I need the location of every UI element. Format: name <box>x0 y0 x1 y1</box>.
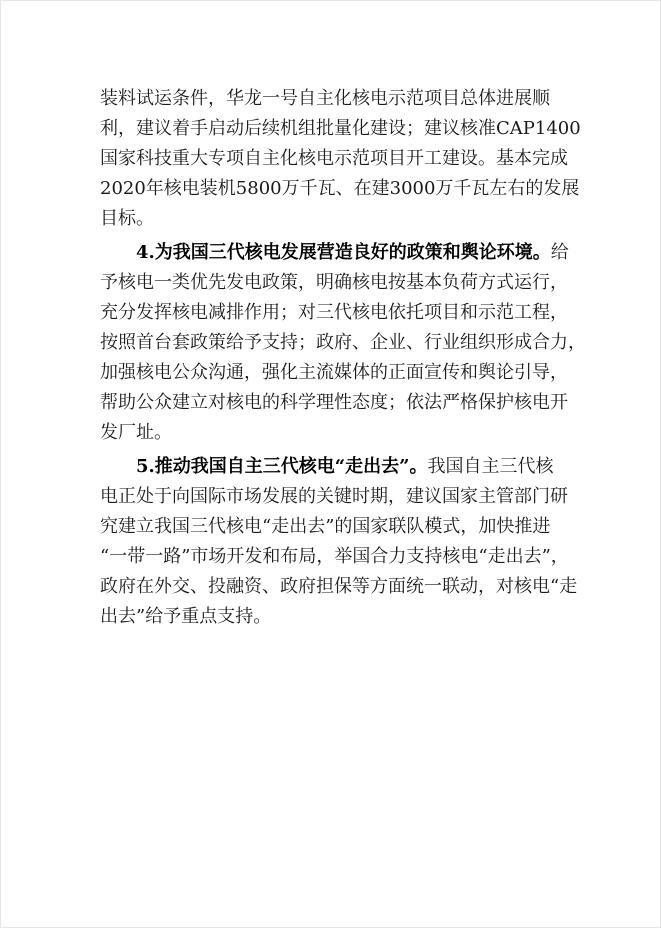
paragraph-line: “一带一路”市场开发和布局，举国合力支持核电“走出去”， <box>100 546 569 567</box>
section-heading-5: 5.推动我国自主三代核电“走出去”。 <box>136 456 428 477</box>
heading-continuation: 我国自主三代核 <box>427 456 554 477</box>
paragraph-line: 国家科技重大专项自主化核电示范项目开工建设。基本完成 <box>100 148 568 169</box>
paragraph-line: 利，建议着手启动后续机组批量化建设；建议核准CAP1400 <box>100 118 581 139</box>
paragraph-line: 发厂址。 <box>100 422 172 443</box>
paragraph-line: 出去”给予重点支持。 <box>100 606 272 627</box>
paragraph-line: 装料试运条件，华龙一号自主化核电示范项目总体进展顺 <box>100 88 550 109</box>
paragraph-line: 按照首台套政策给予支持；政府、企业、行业组织形成合力， <box>100 332 586 353</box>
paragraph-line: 予核电一类优先发电政策，明确核电按基本负荷方式运行， <box>100 272 568 293</box>
paragraph-first-line <box>100 238 570 268</box>
paragraph-line: 帮助公众建立对核电的科学理性态度；依法严格保护核电开 <box>100 392 568 413</box>
paragraph-line: 究建立我国三代核电“走出去”的国家联队模式，加快推进 <box>100 516 551 537</box>
paragraph-line: 目标。 <box>100 208 154 229</box>
paragraph-1 <box>100 84 581 234</box>
paragraph-2 <box>100 238 586 448</box>
paragraph-line: 电正处于向国际市场发展的关键时期，建议国家主管部门研 <box>100 486 568 507</box>
paragraph-line: 2020年核电装机5800万千瓦、在建3000万千瓦左右的发展 <box>100 178 580 199</box>
paragraph-3 <box>100 452 578 632</box>
paragraph-line: 加强核电公众沟通，强化主流媒体的正面宣传和舆论引导， <box>100 362 568 383</box>
section-heading-4: 4.为我国三代核电发展营造良好的政策和舆论环境。 <box>136 242 551 263</box>
paragraph-first-line <box>100 452 570 482</box>
paragraph-line: 政府在外交、投融资、政府担保等方面统一联动，对核电“走 <box>100 576 578 597</box>
paragraph-line: 充分发挥核电减排作用；对三代核电依托项目和示范工程， <box>100 302 568 323</box>
heading-continuation: 给 <box>550 242 569 263</box>
document-body <box>100 84 586 632</box>
